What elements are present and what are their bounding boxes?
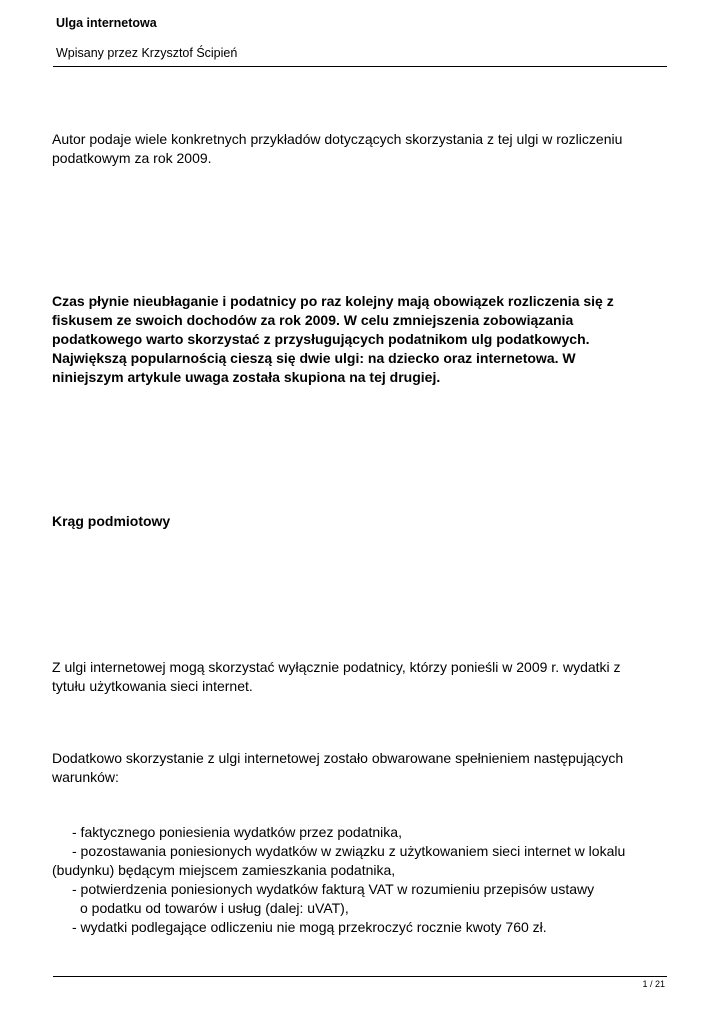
condition-4: - wydatki podlegające odliczeniu nie mogą przekroczyć rocznie kwoty 760 zł. <box>72 919 547 935</box>
lead-line-2: fiskusem ze swoich dochodów za rok 2009. W celu zmniejszenia zobowiązania <box>52 312 574 328</box>
section-heading: Krąg podmiotowy <box>52 513 171 529</box>
lead-line-5: niniejszym artykule uwaga została skupiona na tej drugiej. <box>52 369 441 385</box>
lead-line-1: Czas płynie nieubłaganie i podatnicy po raz kolejny mają obowiązek rozliczenia się z <box>52 293 614 309</box>
lead-paragraph <box>52 292 672 387</box>
list-item-continuation <box>52 861 672 880</box>
body1-line-2: tytułu użytkowania sieci internet. <box>52 678 253 694</box>
body-paragraph-1 <box>52 658 672 696</box>
list-item-continuation <box>52 899 672 918</box>
lead-line-3: podatkowego warto skorzystać z przysługujących podatnikom ulg podatkowych. <box>52 331 590 347</box>
page-number: 1 / 21 <box>642 979 665 989</box>
body-paragraph-2 <box>52 749 672 787</box>
body2-line-2: warunków: <box>52 769 119 785</box>
body1-line-1: Z ulgi internetowej mogą skorzystać wyłącznie podatnicy, którzy ponieśli w 2009 r. wydatki z <box>52 659 621 675</box>
body2-line-1: Dodatkowo skorzystanie z ulgi internetowej zostało obwarowane spełnieniem następujących <box>52 750 624 766</box>
intro-line-2: podatkowym za rok 2009. <box>52 150 212 166</box>
list-item <box>52 918 672 937</box>
footer-divider <box>53 976 667 977</box>
list-item <box>52 842 672 861</box>
condition-3-continuation: o podatku od towarów i usług (dalej: uVAT), <box>80 900 349 916</box>
document-title: Ulga internetowa <box>56 16 157 30</box>
lead-line-4: Największą popularnością cieszą się dwie ulgi: na dziecko oraz internetowa. W <box>52 350 576 366</box>
condition-2-continuation: (budynku) będącym miejscem zamieszkania podatnika, <box>52 862 396 878</box>
header-divider <box>53 66 667 67</box>
intro-paragraph <box>52 130 672 168</box>
list-item <box>52 823 672 842</box>
intro-line-1: Autor podaje wiele konkretnych przykładów dotyczących skorzystania z tej ulgi w rozliczeniu <box>52 131 623 147</box>
condition-1: - faktycznego poniesienia wydatków przez podatnika, <box>72 824 402 840</box>
list-item <box>52 880 672 899</box>
condition-2: - pozostawania poniesionych wydatków w związku z użytkowaniem sieci internet w lokalu <box>72 843 626 859</box>
author-line: Wpisany przez Krzysztof Ścipień <box>56 46 238 60</box>
condition-3: - potwierdzenia poniesionych wydatków fakturą VAT w rozumieniu przepisów ustawy <box>72 881 595 897</box>
